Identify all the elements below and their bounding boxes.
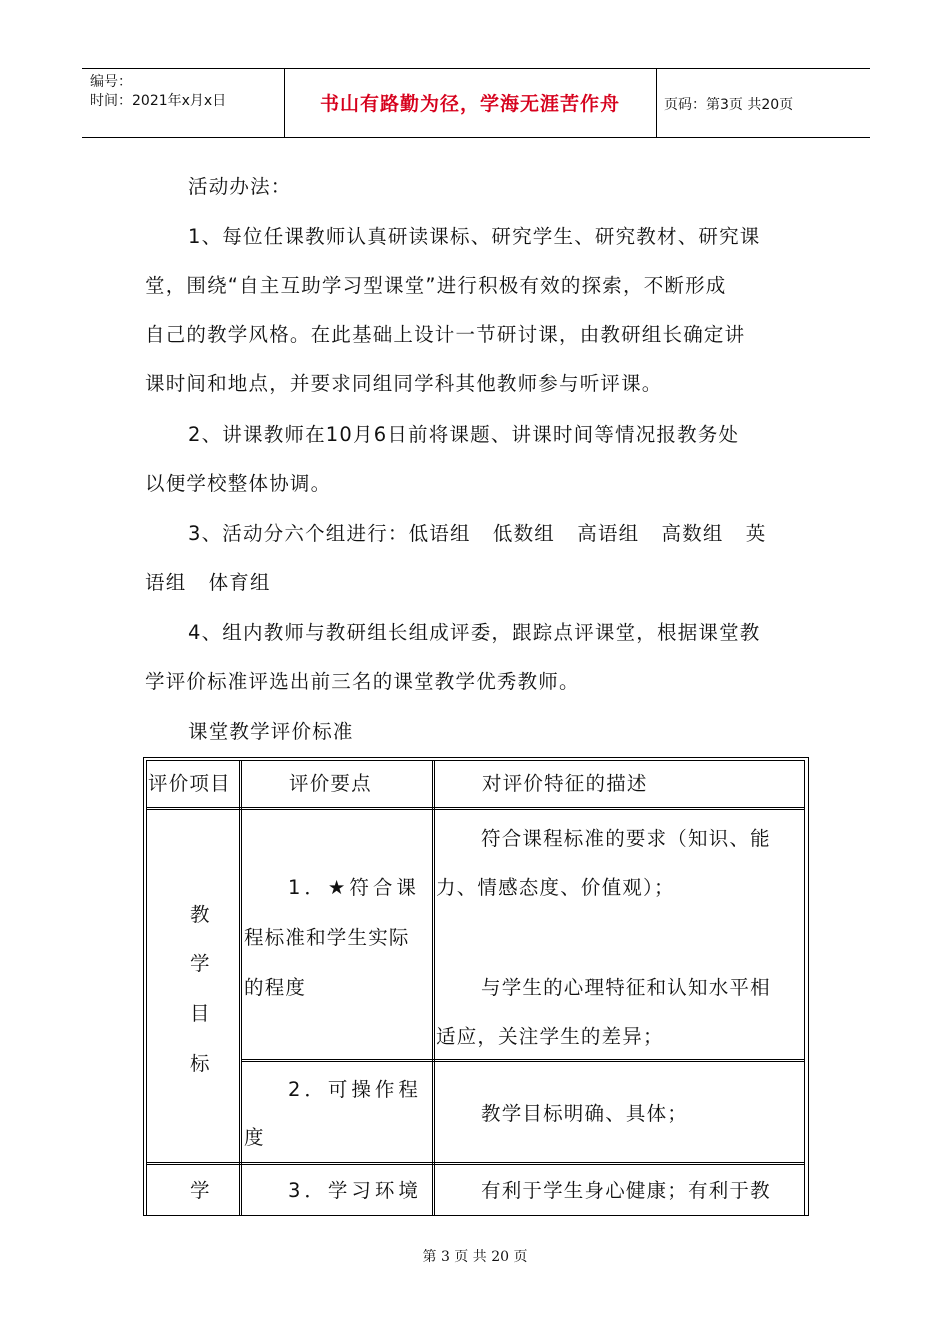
evaluation-table: [143, 757, 809, 1216]
table-row-line: [146, 1164, 804, 1165]
table-column-line: [239, 760, 240, 1215]
eval-point: 程标准和学生实际: [244, 926, 410, 949]
item2-line: 2、讲课教师在10月6日前将课题、讲课时间等情况报教务处: [188, 423, 740, 446]
table-header: 评价项目: [148, 772, 231, 795]
page-footer: 第 3 页 共 20 页: [422, 1249, 528, 1265]
table-column-line: [432, 760, 433, 1215]
table-row-line: [146, 809, 804, 810]
eval-point: 1．★符合课: [288, 876, 420, 899]
eval-description: 与学生的心理特征和认知水平相: [481, 976, 771, 999]
item4-line: 学评价标准评选出前三名的课堂教学优秀教师。: [145, 670, 580, 693]
section-heading: 活动办法：: [188, 175, 292, 198]
eval-point: 的程度: [244, 976, 307, 999]
eval-description: 有利于学生身心健康；有利于教: [481, 1179, 771, 1202]
item1-line: 自己的教学风格。在此基础上设计一节研讨课，由教研组长确定讲: [145, 323, 746, 346]
item3-line: 3、活动分六个组进行：低语组 低数组 高语组 高数组 英: [188, 522, 767, 545]
table-header: 对评价特征的描述: [482, 772, 648, 795]
category-char: 学: [190, 1179, 211, 1202]
doc-number-label: 编号：: [90, 74, 132, 90]
category-char: 目: [190, 1002, 211, 1025]
item1-line: 课时间和地点，并要求同组同学科其他教师参与听评课。: [145, 372, 663, 395]
table-column-line: [241, 760, 242, 1215]
eval-point: 度: [244, 1126, 265, 1149]
header-page-info: 页码：第3页 共20页: [664, 97, 794, 113]
table-row-line: [146, 807, 804, 808]
eval-description: 符合课程标准的要求（知识、能: [481, 827, 771, 850]
item3-line: 语组 体育组: [145, 571, 271, 594]
table-column-line: [434, 760, 435, 1215]
header-divider: [656, 69, 657, 137]
header-meta: [90, 73, 226, 111]
item2-line: 以便学校整体协调。: [145, 472, 332, 495]
table-caption: 课堂教学评价标准: [188, 720, 354, 743]
table-header: 评价要点: [289, 772, 372, 795]
table-border: [146, 760, 804, 761]
table-border: [146, 760, 147, 1215]
doc-time-label: 时间：2021年x月x日: [90, 93, 227, 109]
header-divider: [284, 69, 285, 137]
item4-line: 4、组内教师与教研组长组成评委，跟踪点评课堂，根据课堂教: [188, 621, 761, 644]
header-motto: 书山有路勤为径，学海无涯苦作舟: [319, 93, 620, 115]
eval-description: 教学目标明确、具体；: [481, 1102, 689, 1125]
eval-point: 3．学习环境: [288, 1179, 422, 1202]
item1-line: 1、每位任课教师认真研读课标、研究学生、研究教材、研究课: [188, 225, 761, 248]
category-char: 学: [190, 952, 211, 975]
page-header: [82, 68, 870, 138]
item1-line: 堂，围绕“自主互助学习型课堂”进行积极有效的探索，不断形成: [145, 274, 727, 297]
table-border: [804, 760, 805, 1215]
eval-point: 2．可操作程: [288, 1078, 422, 1101]
eval-description: 适应，关注学生的差异；: [436, 1025, 664, 1048]
category-char: 教: [190, 903, 211, 926]
eval-description: 力、情感态度、价值观）；: [436, 876, 675, 899]
category-char: 标: [190, 1052, 211, 1075]
